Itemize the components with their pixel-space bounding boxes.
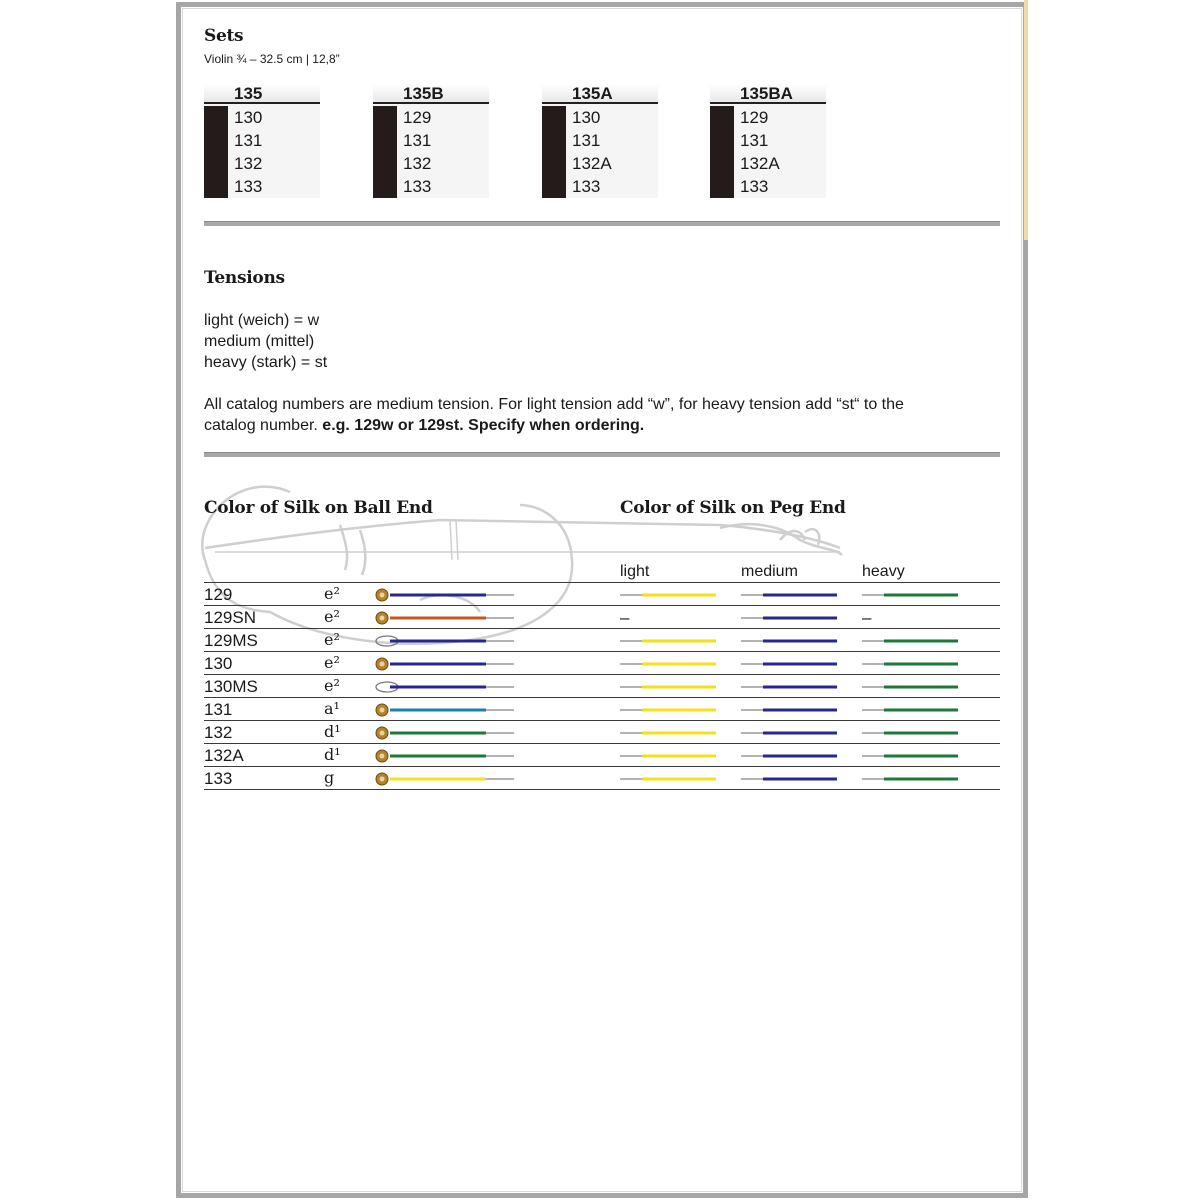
ball-end-highlight [380,777,385,782]
silk-row-note: d¹ [324,722,341,741]
set-card-135 [204,84,320,198]
silk-row-catalog: 132A [204,746,244,765]
section-divider [204,221,1000,226]
set-name: 135A [572,84,613,103]
silk-row-note: d¹ [324,745,341,764]
set-bar [204,106,228,198]
set-name: 135 [234,84,263,103]
peg-none-dash: – [620,608,630,627]
silk-row-strings [0,652,1200,676]
silk-row-note: e² [324,653,340,672]
tension-note-line1: All catalog numbers are medium tension. For light tension add “w”, for heavy tension add “st“ to the [204,396,904,413]
set-card-135b [373,84,489,198]
silk-row-strings [0,606,1200,630]
silk-row-catalog: 129 [204,585,233,604]
set-name: 135BA [740,84,793,103]
silk-row-catalog: 132 [204,723,233,742]
col-heavy: heavy [862,563,905,580]
sets-title: Sets [204,26,244,46]
ball-end-highlight [380,616,385,621]
set-card-135a [542,84,658,198]
set-string: 129 [403,108,432,127]
silk-row-catalog: 133 [204,769,233,788]
tension-note-bold: e.g. 129w or 129st. Specify when ordering. [322,417,645,434]
col-medium: medium [741,563,798,580]
set-name: 135B [403,84,444,103]
silk-row-strings [0,583,1200,607]
ball-end-highlight [380,593,385,598]
silk-row-catalog: 129SN [204,608,256,627]
peg-end-title: Color of Silk on Peg End [620,498,846,518]
ball-end-title: Color of Silk on Ball End [204,498,433,518]
ball-end-highlight [380,708,385,713]
silk-row-strings [0,721,1200,745]
silk-row-catalog: 131 [204,700,233,719]
set-string: 133 [234,177,263,196]
set-string: 131 [740,131,769,150]
set-string: 129 [740,108,769,127]
tensions-title: Tensions [204,268,285,288]
set-string: 131 [403,131,432,150]
silk-row-note: a¹ [324,699,340,718]
silk-row-strings [0,698,1200,722]
tension-note-plain: catalog number. [204,417,323,434]
peg-none-dash: – [862,608,872,627]
tension-medium: medium (mittel) [204,333,315,350]
silk-row-catalog: 130MS [204,677,258,696]
set-bar [373,106,397,198]
set-string: 132A [740,154,780,173]
silk-row-strings [0,629,1200,653]
set-card-135ba [710,84,826,198]
silk-row-strings [0,675,1200,699]
set-string: 130 [234,108,263,127]
set-string: 130 [572,108,601,127]
set-string: 132 [403,154,432,173]
silk-row-strings [0,744,1200,768]
sets-subtitle: Violin ¾ – 32.5 cm | 12,8” [204,52,340,66]
tension-heavy: heavy (stark) = st [204,354,328,371]
ball-end-highlight [380,754,385,759]
tension-note-line2 [204,415,644,436]
silk-row-strings [0,767,1200,791]
tension-light: light (weich) = w [204,312,320,329]
table-row-rule [204,789,1000,790]
set-string: 133 [403,177,432,196]
silk-row-note: e² [324,630,340,649]
set-string: 132 [234,154,263,173]
set-string: 131 [234,131,263,150]
ball-end-highlight [380,662,385,667]
silk-row-catalog: 129MS [204,631,258,650]
set-string: 132A [572,154,612,173]
silk-row-note: e² [324,607,340,626]
silk-row-note: e² [324,676,340,695]
set-string: 133 [572,177,601,196]
ball-end-highlight [380,731,385,736]
col-light: light [620,563,650,580]
section-divider [204,452,1000,457]
set-bar [542,106,566,198]
silk-row-catalog: 130 [204,654,233,673]
set-string: 131 [572,131,601,150]
set-string: 133 [740,177,769,196]
silk-row-note: e² [324,584,340,603]
set-bar [710,106,734,198]
silk-row-note: g [324,768,335,787]
